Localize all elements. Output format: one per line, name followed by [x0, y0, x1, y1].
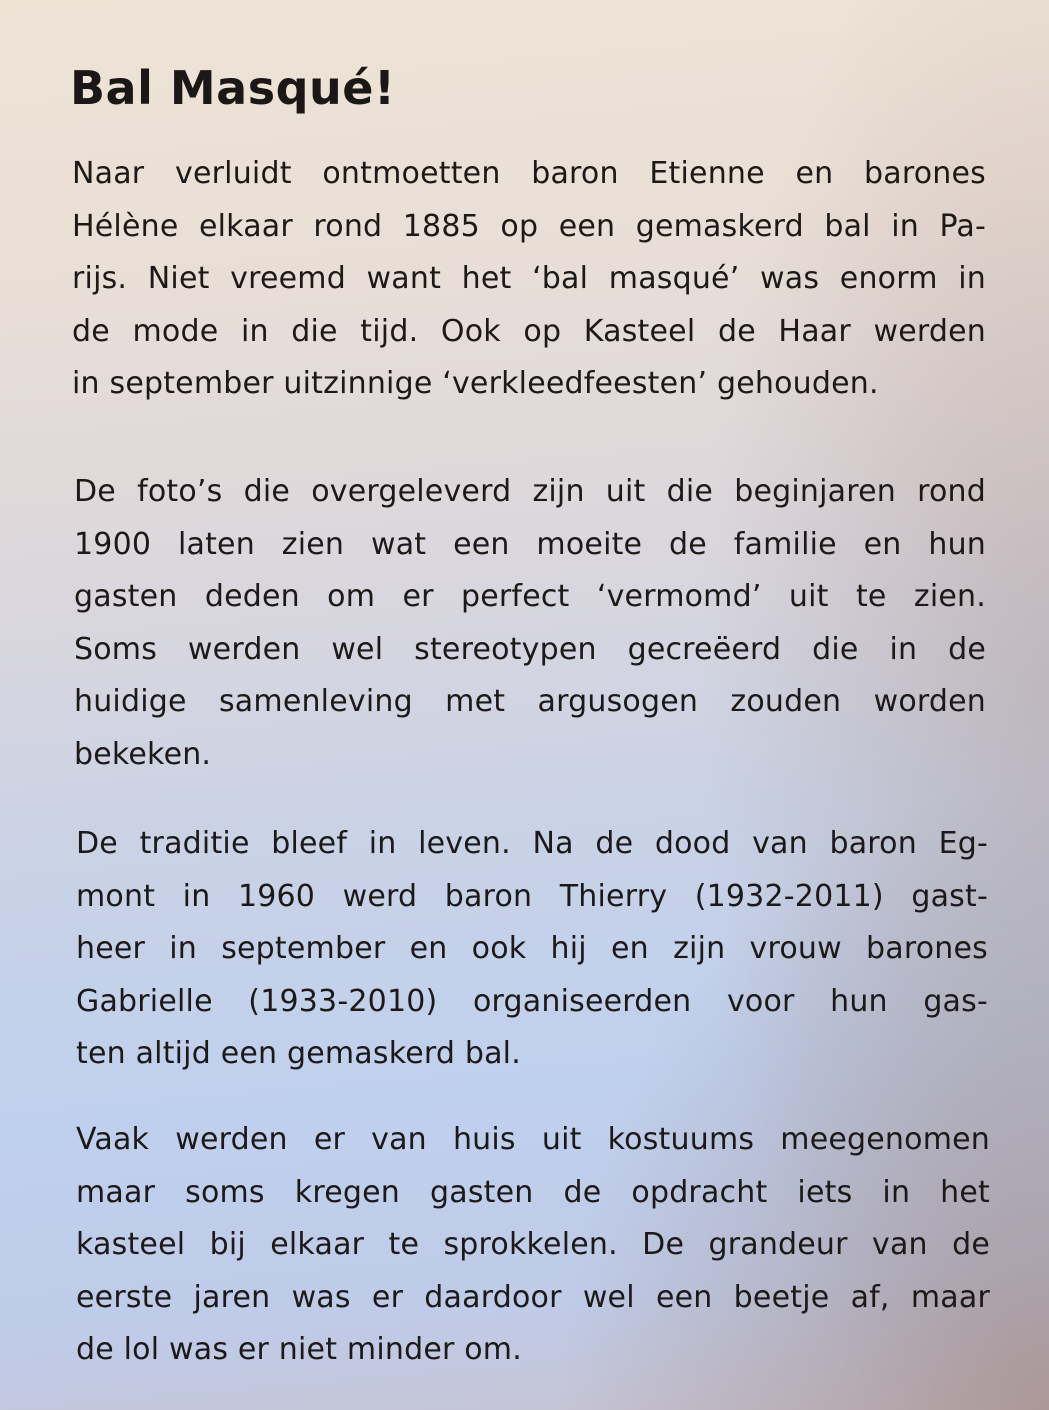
text-line: bekeken.: [74, 736, 212, 772]
text-line: Vaak werden er van huis uit kostuums meegenomen: [76, 1122, 990, 1157]
text-line: mont in 1960 werd baron Thierry (1932-2011) gast-: [76, 878, 988, 914]
text-line: rijs. Niet vreemd want het ‘bal masqué’ was enorm in: [72, 261, 986, 296]
text-line: gasten deden om er perfect ‘vermomd’ uit te zien.: [74, 579, 986, 614]
text-line: maar soms kregen gasten de opdracht iets in het: [76, 1174, 990, 1210]
text-line: heer in september en ook hij en zijn vrouw barones: [76, 931, 988, 966]
text-line: Hélène elkaar rond 1885 op een gemaskerd bal in Pa-: [72, 208, 986, 244]
text-line: de mode in die tijd. Ook op Kasteel de Haar werden: [72, 313, 986, 349]
text-line: huidige samenleving met argusogen zouden worden: [74, 684, 986, 719]
text-line: de lol was er niet minder om.: [76, 1332, 522, 1367]
text-line: in september uitzinnige ‘verkleedfeesten’ gehouden.: [72, 366, 879, 401]
text-line: De foto’s die overgeleverd zijn uit die beginjaren rond: [74, 474, 986, 509]
text-line: 1900 laten zien wat een moeite de familie en hun: [74, 526, 986, 562]
panel-title: Bal Masqué!: [70, 61, 396, 115]
paragraph-4: [76, 1114, 990, 1377]
paragraph-2: [74, 466, 986, 781]
info-panel: [70, 48, 988, 1378]
text-line: Naar verluidt ontmoetten baron Etienne en barones: [72, 156, 986, 191]
text-line: kasteel bij elkaar te sprokkelen. De grandeur van de: [76, 1227, 990, 1262]
text-line: Gabrielle (1933-2010) organiseerden voor hun gas-: [76, 983, 988, 1019]
text-line: ten altijd een gemaskerd bal.: [76, 1036, 521, 1071]
paragraph-1: [72, 148, 986, 411]
text-line: eerste jaren was er daardoor wel een beetje af, maar: [76, 1279, 990, 1315]
paragraph-3: [76, 818, 988, 1081]
text-line: Soms werden wel stereotypen gecreëerd die in de: [74, 631, 986, 667]
text-line: De traditie bleef in leven. Na de dood van baron Eg-: [76, 826, 988, 861]
